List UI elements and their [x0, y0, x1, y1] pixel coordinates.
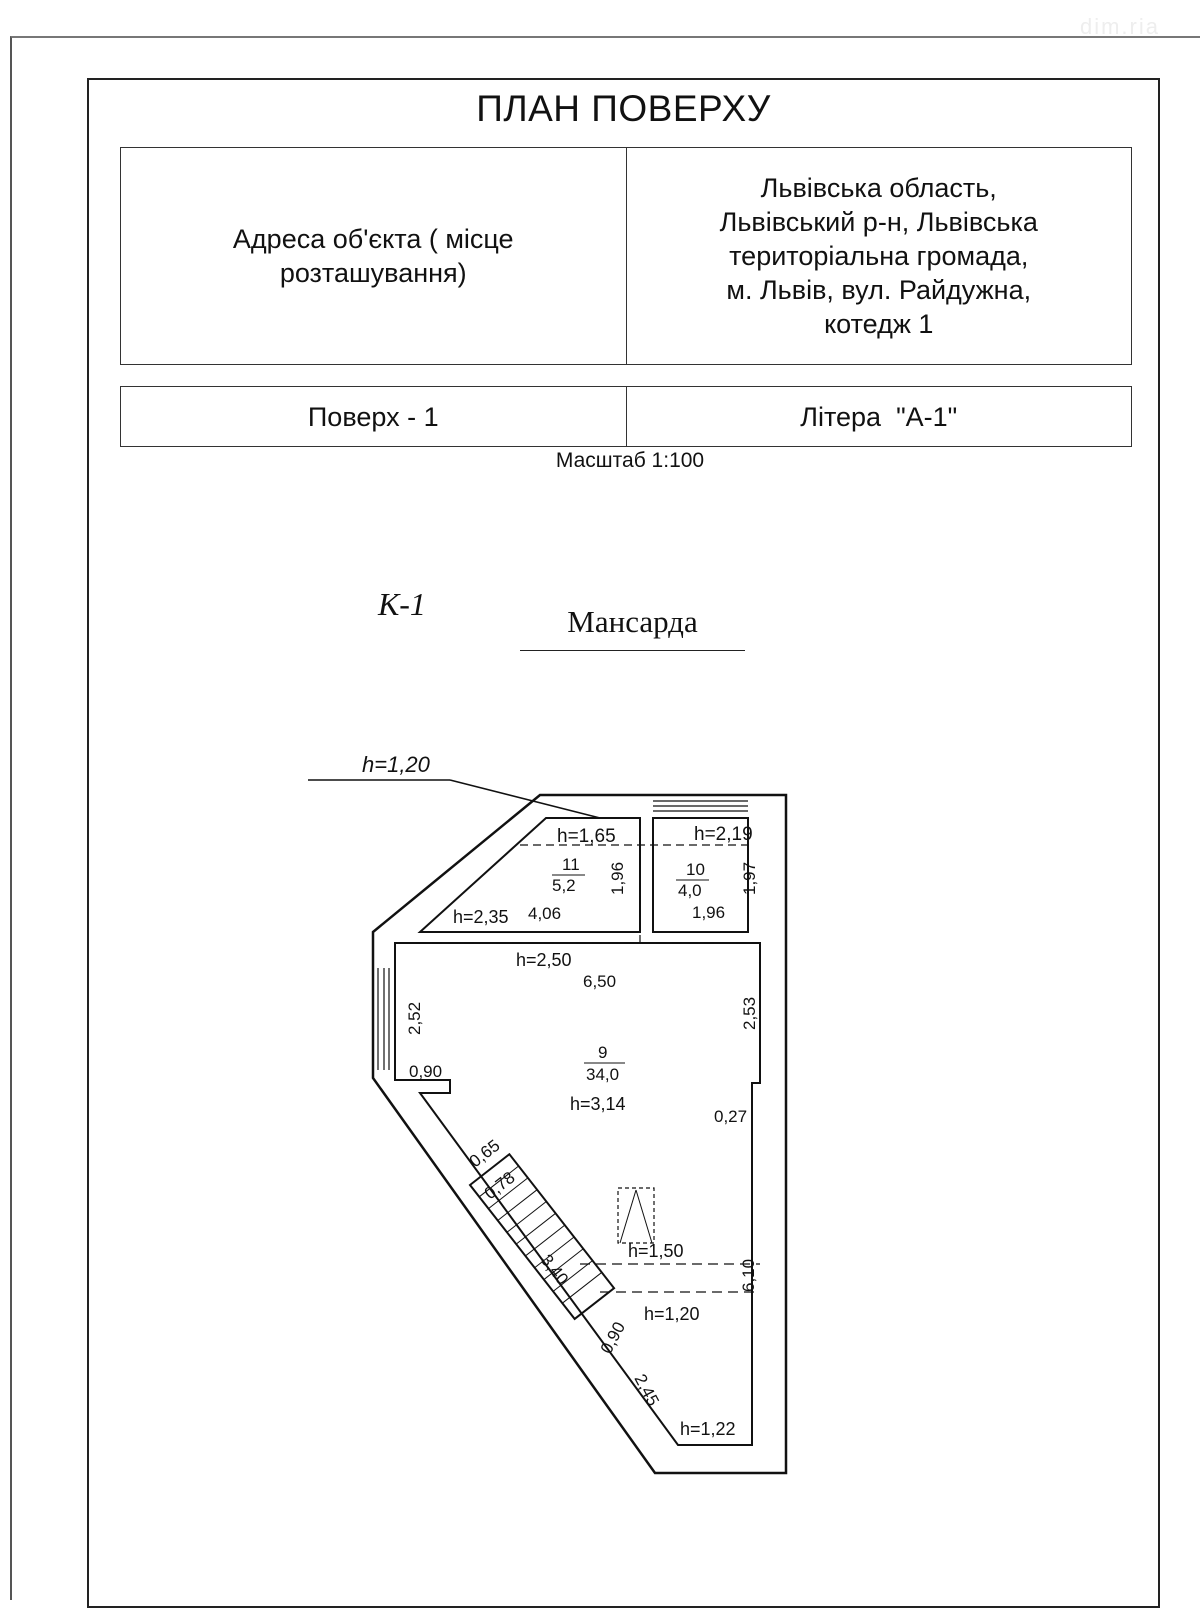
room-area: 5,2: [552, 876, 576, 895]
address-line: територіальна громада,: [729, 241, 1029, 271]
dimension-label: 0,90: [409, 1062, 443, 1081]
dimension-label: 4,06: [528, 904, 562, 923]
address-line: Львівська область,: [760, 173, 997, 203]
floor-label: Поверх - 1: [121, 387, 627, 447]
watermark: dim.ria: [1079, 14, 1160, 39]
hatch-symbol: [618, 1188, 654, 1243]
height-label: h=1,20: [362, 752, 430, 777]
address-label: Адреса об'єкта ( місце розташування): [232, 224, 514, 288]
dimension-label: 1,97: [740, 861, 759, 895]
height-label: h=1,22: [680, 1419, 736, 1439]
dimension-label: 2,53: [740, 996, 759, 1030]
dimension-label: 6,10: [739, 1258, 758, 1292]
height-label: h=1,20: [644, 1304, 700, 1324]
height-label: h=1,50: [628, 1241, 684, 1261]
height-label: h=2,19: [694, 824, 753, 845]
leader-line: [450, 780, 600, 818]
dimension-label: 1,96: [692, 903, 726, 922]
dimension-label: 2,52: [405, 1001, 424, 1035]
room-area: 34,0: [586, 1065, 620, 1084]
letter-label: Літера "А-1": [626, 387, 1132, 447]
dimension-label: 3,40: [536, 1250, 573, 1289]
dimension-label: 0,90: [596, 1318, 630, 1357]
dimension-label: 0,65: [465, 1135, 504, 1172]
height-label: h=3,14: [570, 1094, 626, 1114]
scale-label: Масштаб 1:100: [555, 449, 705, 472]
block-label: К-1: [378, 586, 426, 622]
room-number: 10: [686, 860, 705, 879]
plan-title: Мансарда: [567, 604, 698, 639]
dimension-label: 1,96: [608, 861, 627, 895]
dimension-label: 0,27: [714, 1107, 748, 1126]
dimension-label: 2,45: [630, 1370, 663, 1410]
height-label: h=2,50: [516, 950, 572, 970]
room-area: 4,0: [678, 881, 702, 900]
height-label: h=2,35: [453, 907, 509, 927]
address-line: котедж 1: [824, 309, 934, 339]
height-label: h=1,65: [557, 826, 616, 847]
page-title: ПЛАН ПОВЕРХУ: [476, 88, 771, 129]
room-number: 9: [598, 1043, 608, 1062]
outer-wall: [373, 795, 786, 1473]
inner-wall: [395, 943, 760, 1445]
dimension-label: 6,50: [583, 972, 617, 991]
room-number: 11: [562, 855, 580, 874]
address-line: Львівський р-н, Львівська: [719, 207, 1038, 237]
address-line: м. Львів, вул. Райдужна,: [726, 275, 1032, 305]
dimension-label: 0,78: [480, 1167, 519, 1204]
